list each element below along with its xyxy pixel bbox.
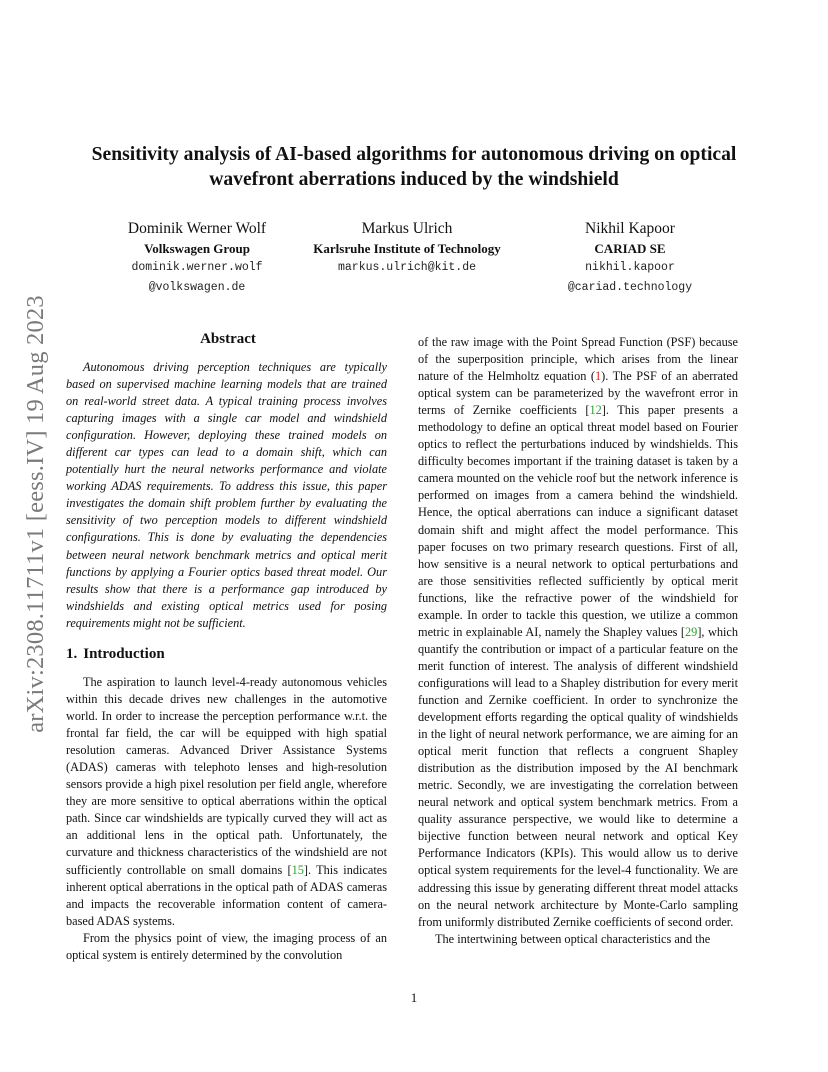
author-name: Markus Ulrich: [361, 220, 453, 237]
author-block-1: [108, 218, 286, 298]
author-block-2: [302, 218, 512, 278]
author-email: dominik.werner.wolf: [131, 261, 263, 274]
citation-link[interactable]: 12: [589, 403, 602, 418]
author-block-3: [530, 218, 730, 298]
abstract-heading: Abstract: [200, 331, 256, 347]
right-paragraph-2: The intertwining between optical characteristics and the: [435, 931, 711, 946]
text-run: of the raw image with the Point Spread Function (PSF) because of the superposition principle, which arises from the linear nature of the Helmholtz equation (: [418, 335, 738, 384]
arxiv-identifier: arXiv:2308.11711v1 [eess.IV] 19 Aug 2023: [22, 295, 49, 733]
equation-link[interactable]: 1: [595, 369, 602, 384]
abstract-text: Autonomous driving perception techniques are typically based on supervised machine learning models that are trained on real-world street data. A typical training process involves capturing images with a single car model and windshield configuration. However, deploying these trained models on different car types can lead to a domain shift, which can potentially hurt the neural networks performance and violate working ADAS requirements. To address this issue, this paper investigates the domain shift problem further by evaluating the sensitivity of two perception models to different windshield configurations. This is done by evaluating the dependencies between neural network benchmark metrics and optical merit functions by applying a Fourier optics based threat model. Our results show that there is a performance gap introduced by windshields and existing optical metrics used for posing requirements might not be sufficient.: [66, 360, 387, 630]
arxiv-side-label: [12, 280, 60, 748]
author-email: markus.ulrich@kit.de: [337, 261, 477, 274]
right-paragraph-1: [418, 334, 738, 931]
paper-title: Sensitivity analysis of AI-based algorithms for autonomous driving on optical wavefront aberrations induced by the windshield: [91, 144, 737, 190]
right-column: [418, 334, 738, 948]
author-name: Nikhil Kapoor: [585, 220, 675, 237]
text-run: ]. This indicates inherent optical aberrations in the optical path of ADAS cameras and impacts the recoverable information content of camera-based ADAS systems.: [66, 862, 387, 928]
section-number: 1.: [66, 646, 78, 662]
author-email-domain: @cariad.technology: [567, 281, 693, 294]
text-run: ], which quantify the contribution or impact of a particular feature on the merit function of interest. The analysis of different windshield configurations will lead to a Shapley distribution for every merit function and Zernike coefficient. In order to synchronize the development efforts regarding the optical quality of windshields in the light of neural network performance, we are aiming for an optical merit function that reflects a congruent Shapley distribution as the distribution imposed by the AI benchmark metric. Secondly, we are investigating the correlation between neural network and optical system benchmark metrics. From a quality assurance perspective, we would like to determine a bijective function between neural network and optical Key Performance Indicators (KPIs). This would allow us to derive optical system requirements for the level-4 functionality. We are addressing this issue by generating different threat model attacks on the neural network architecture by Monte-Carlo sampling from uniformly distributed Zernike coefficients of second order.: [418, 624, 738, 929]
intro-left-column: [66, 674, 387, 964]
intro-paragraph-2: From the physics point of view, the imaging process of an optical system is entirely determined by the convolution: [66, 930, 387, 962]
section-title: Introduction: [83, 646, 165, 662]
citation-link[interactable]: 15: [291, 862, 304, 877]
text-run: The aspiration to launch level-4-ready autonomous vehicles within this decade drives new challenges in the automotive world. In order to increase the perception performance w.r.t. the frontal far field, the car will be equipped with high spatial resolution cameras. Advanced Driver Assistance Systems (ADAS) cameras with telephoto lenses and high-resolution sensors provide a high pixel resolution per field angle, wherefore they are more sensitive to optical aberrations within the optical path. Since car windshields are typically curved they will act as an additional lens in the optical path. Unfortunately, the curvature and thickness characteristics of the windshield are not sufficiently controllable on small domains [: [66, 675, 387, 877]
author-name: Dominik Werner Wolf: [127, 220, 267, 237]
text-run: ]. This paper presents a methodology to define an optical threat model based on Fourier optics to reflect the perturbations induced by windshields. This difficulty becomes important if the training dataset is taken by a camera mounted on the vehicle roof but the network inference is performed on images from a camera behind the windshield. Hence, the optical aberrations can induce a significant dataset domain shift and might affect the model performance. This paper focuses on two primary research questions. First of all, how sensitive is a neural network to optical perturbations and are those sensitivities reflected sufficiently by optical merit functions, like the refractive power of the windshield for example. In order to tackle this question, we utilize a common metric in explainable AI, namely the Shapley values [: [418, 403, 739, 639]
author-affiliation: Karlsruhe Institute of Technology: [313, 241, 501, 256]
author-affiliation: CARIAD SE: [594, 241, 666, 256]
page-number: 1: [410, 990, 418, 1005]
author-email: nikhil.kapoor: [585, 261, 675, 274]
intro-paragraph-1: [66, 674, 387, 930]
author-email-domain: @volkswagen.de: [148, 281, 246, 294]
author-affiliation: Volkswagen Group: [144, 241, 250, 256]
intro-heading: [66, 646, 165, 663]
citation-link[interactable]: 29: [685, 624, 698, 639]
text-run: ). The PSF of an aberrated optical system can be parameterized by the wavefront error in terms of Zernike coefficients [: [418, 369, 738, 418]
